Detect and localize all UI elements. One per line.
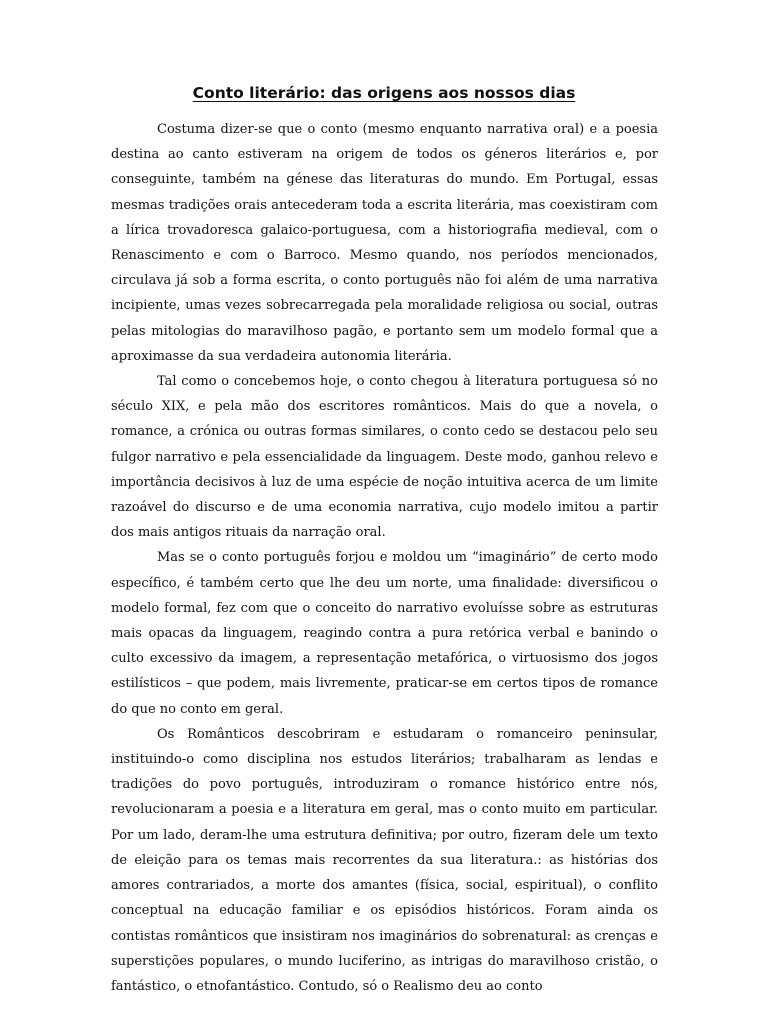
paragraph-2: Tal como o concebemos hoje, o conto chegou à literatura portuguesa só no século XIX, e pela mão dos escritores românticos. Mais do que a novela, o romance, a crónica ou outras formas similares, o conto cedo se destacou pelo seu fulgor narrativo e pela essencialidade da linguagem. Deste modo, ganhou relevo e importância decisivos à luz de uma espécie de noção intuitiva acerca de um limite razoável do discurso e de uma economia narrativa, cujo modelo imitou a partir dos mais antigos rituais da narração oral. [111, 374, 658, 541]
document-body [111, 117, 658, 999]
document-title [0, 84, 768, 102]
paragraph-4: Os Românticos descobriram e estudaram o romanceiro peninsular, instituindo-o como disciplina nos estudos literários; trabalharam as lendas e tradições do povo português, introduziram o romance histórico entre nós, revolucionaram a poesia e a literatura em geral, mas o conto muito em particular. Por um lado, deram-lhe uma estrutura definitiva; por outro, fizeram dele um texto de eleição para os temas mais recorrentes da sua literatura.: as histórias dos amores contrariados, a morte dos amantes (física, social, espiritual), o conflito conceptual na educação familiar e os episódios históricos. Foram ainda os contistas românticos que insistiram nos imaginários do sobrenatural: as crenças e superstições populares, o mundo luciferino, as intrigas do maravilhoso cristão, o fantástico, o etnofantástico. Contudo, só o Realismo deu ao conto [111, 726, 658, 994]
document-title-text: Conto literário: das origens aos nossos dias [192, 84, 576, 102]
paragraph-3: Mas se o conto português forjou e moldou um “imaginário” de certo modo específico, é também certo que lhe deu um norte, uma finalidade: diversificou o modelo formal, fez com que o conceito do narrativo evoluísse sobre as estruturas mais opacas da linguagem, reagindo contra a pura retórica verbal e banindo o culto excessivo da imagem, a representação metafórica, o virtuosismo dos jogos estilísticos – que podem, mais livremente, praticar-se em certos tipos de romance do que no conto em geral. [111, 550, 658, 717]
paragraph-1: Costuma dizer-se que o conto (mesmo enquanto narrativa oral) e a poesia destina ao canto estiveram na origem de todos os géneros literários e, por conseguinte, também na génese das literaturas do mundo. Em Portugal, essas mesmas tradições orais antecederam toda a escrita literária, mas coexistiram com a lírica trovadoresca galaico-portuguesa, com a historiografia medieval, com o Renascimento e com o Barroco. Mesmo quando, nos períodos mencionados, circulava já sob a forma escrita, o conto português não foi além de uma narrativa incipiente, umas vezes sobrecarregada pela moralidade religiosa ou social, outras pelas mitologias do maravilhoso pagão, e portanto sem um modelo formal que a aproximasse da sua verdadeira autonomia literária. [111, 122, 658, 364]
